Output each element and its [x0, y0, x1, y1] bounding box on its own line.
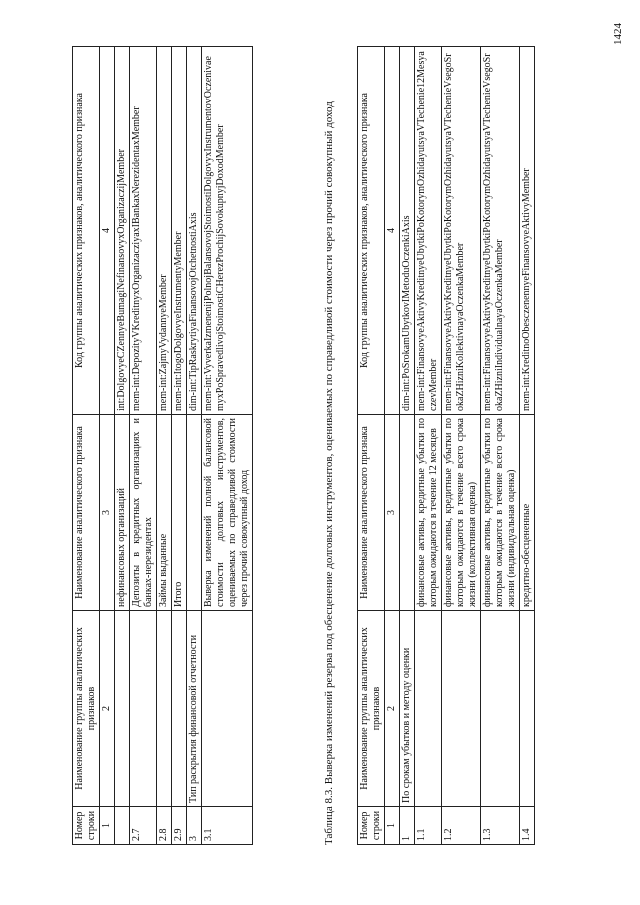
row-number: 1 — [400, 807, 415, 845]
header-row-number: Номер строки — [73, 807, 100, 845]
group-name — [520, 611, 535, 807]
feature-name: Займы выданные — [157, 415, 172, 611]
group-name — [172, 611, 187, 807]
table-index-row — [100, 47, 115, 845]
table-caption: Таблица 8.3. Выверка изменений резерва под обесценение долговых инструментов, оцениваемых по справедливой стоимости через прочий совокупный доход — [323, 101, 335, 845]
table-row — [400, 47, 415, 845]
feature-code: mem-int:DepozityVKreditnyxOrganizacziyaxIBankaxNerezidentaxMember — [130, 47, 157, 415]
group-name — [130, 611, 157, 807]
row-number: 1.3 — [481, 807, 520, 845]
table-row — [442, 47, 481, 845]
row-number: 1.4 — [520, 807, 535, 845]
feature-name — [187, 415, 202, 611]
feature-code: mem-int:ZajmyVydannyeMember — [157, 47, 172, 415]
page-number: 1424 — [612, 23, 624, 45]
header-group-name: Наименование группы аналитических признаков — [73, 611, 100, 807]
header-code: Код группы аналитических признаков, аналитического признака — [358, 47, 385, 415]
index-cell: 2 — [385, 611, 400, 807]
group-name — [157, 611, 172, 807]
row-number: 3.1 — [202, 807, 253, 845]
index-cell: 4 — [100, 47, 115, 415]
table-row — [415, 47, 442, 845]
row-number: 2.9 — [172, 807, 187, 845]
header-feature-name: Наименование аналитического признака — [358, 415, 385, 611]
table-row — [481, 47, 520, 845]
table-row — [202, 47, 253, 845]
feature-code: dim-int:TipRaskrytiyaFinansovojOtchetnostiAxis — [187, 47, 202, 415]
table-row — [115, 47, 130, 845]
index-cell: 3 — [100, 415, 115, 611]
feature-name: финансовые активы, кредитные убытки по которым ожидаются в течение 12 месяцев — [415, 415, 442, 611]
table-row — [187, 47, 202, 845]
row-number: 1.1 — [415, 807, 442, 845]
table-row — [172, 47, 187, 845]
table-continuation — [72, 46, 253, 845]
row-number: 2.8 — [157, 807, 172, 845]
table-row — [157, 47, 172, 845]
feature-code: mem-int:VyverkaIzmenenijPolnojBalansovojStoimostiDolgovyxInstrumentovOczenivaemyxPoSpravedlivojStoimostiCHerezProchijSovokupnyjDoxodMember — [202, 47, 253, 415]
header-feature-name: Наименование аналитического признака — [73, 415, 100, 611]
table-header-row — [73, 47, 100, 845]
index-cell: 2 — [100, 611, 115, 807]
feature-name: кредитно-обесцененные — [520, 415, 535, 611]
table-8-3 — [357, 46, 535, 845]
header-row-number: Номер строки — [358, 807, 385, 845]
feature-name: нефинансовых организаций — [115, 415, 130, 611]
feature-code: mem-int:FinansovyeAktivyKreditnyeUbytkiPoKotorymOzhidayutsyaVTechenieVsegoSrokaZHizniIndividualnayaOczenkaMember — [481, 47, 520, 415]
feature-code: mem-int:ItogoDolgovyeInstrumentyMember — [172, 47, 187, 415]
index-cell: 1 — [100, 807, 115, 845]
feature-code: dim-int:PoSrokamUbytkovIMetoduOczenkiAxis — [400, 47, 415, 415]
group-name — [115, 611, 130, 807]
group-name — [202, 611, 253, 807]
feature-name: финансовые активы, кредитные убытки по которым ожидаются в течение всего срока жизни (коллективная оценка) — [442, 415, 481, 611]
feature-code: mem-int:FinansovyeAktivyKreditnyeUbytkiPoKotorymOzhidayutsyaVTechenie12MesyaczevMember — [415, 47, 442, 415]
feature-code: mem-int:FinansovyeAktivyKreditnyeUbytkiPoKotorymOzhidayutsyaVTechenieVsegoSrokaZHizniKollektivnayaOczenkaMember — [442, 47, 481, 415]
feature-name: Итого — [172, 415, 187, 611]
row-number: 2.7 — [130, 807, 157, 845]
group-name: Тип раскрытия финансовой отчетности — [187, 611, 202, 807]
index-cell: 1 — [385, 807, 400, 845]
row-number: 3 — [187, 807, 202, 845]
table-header-row — [358, 47, 385, 845]
index-cell: 4 — [385, 47, 400, 415]
group-name — [442, 611, 481, 807]
group-name: По срокам убытков и методу оценки — [400, 611, 415, 807]
table-index-row — [385, 47, 400, 845]
feature-name: финансовые активы, кредитные убытки по которым ожидаются в течение всего срока жизни (индивидуальная оценка) — [481, 415, 520, 611]
group-name — [415, 611, 442, 807]
table-row — [520, 47, 535, 845]
feature-name: Выверка изменений полной балансовой стоимости долговых инструментов, оцениваемых по справедливой стоимости через прочий совокупный доход — [202, 415, 253, 611]
feature-code: mem-int:KreditnoObesczenennyeFinansovyeAktivyMember — [520, 47, 535, 415]
table-row — [130, 47, 157, 845]
index-cell: 3 — [385, 415, 400, 611]
feature-name: Депозиты в кредитных организациях и банках-нерезидентах — [130, 415, 157, 611]
row-number — [115, 807, 130, 845]
feature-code: int:DolgovyeCZennyeBumagiNefinansovyxOrganizaczijMember — [115, 47, 130, 415]
feature-name — [400, 415, 415, 611]
header-code: Код группы аналитических признаков, аналитического признака — [73, 47, 100, 415]
row-number: 1.2 — [442, 807, 481, 845]
header-group-name: Наименование группы аналитических признаков — [358, 611, 385, 807]
group-name — [481, 611, 520, 807]
